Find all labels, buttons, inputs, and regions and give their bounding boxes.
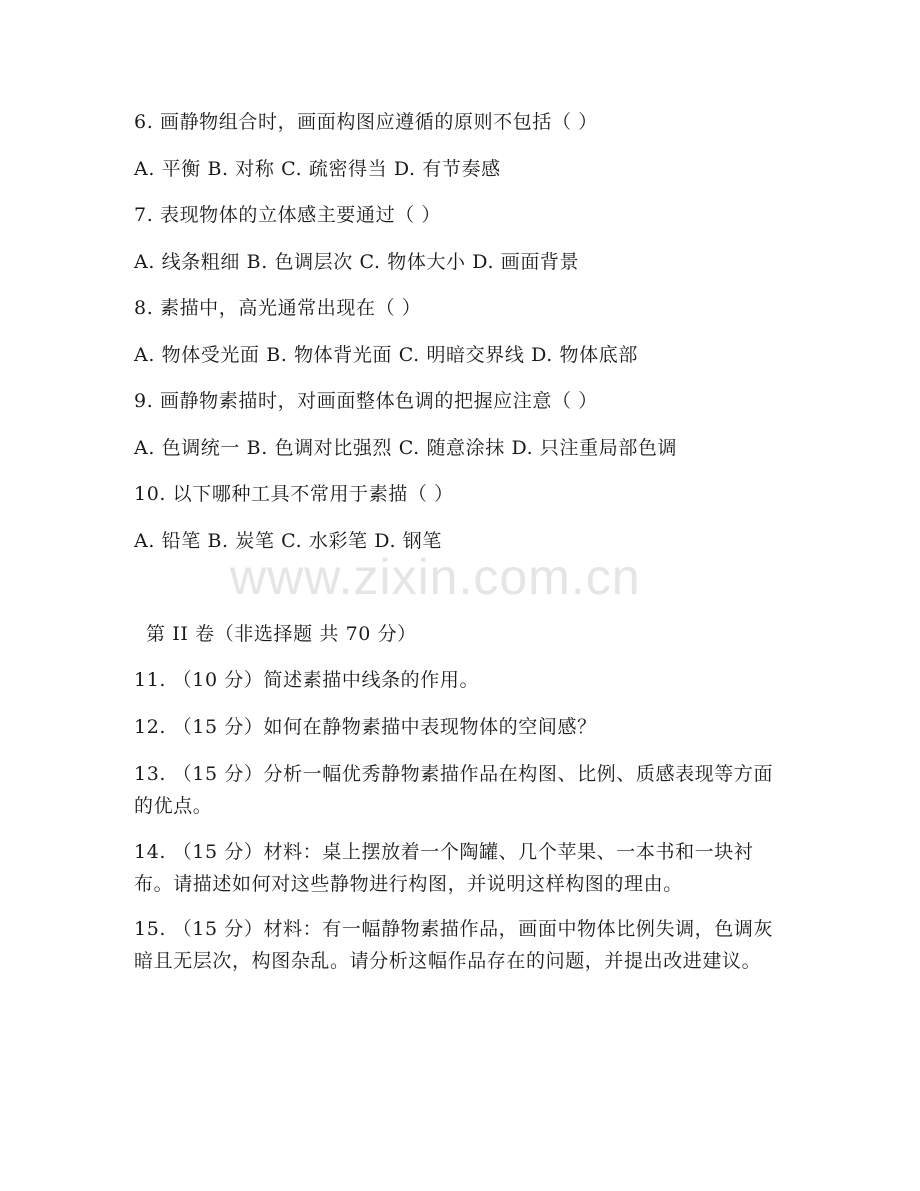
question-6: 6. 画静物组合时，画面构图应遵循的原则不包括（ ） bbox=[134, 111, 598, 133]
question-15: 15. （15 分）材料：有一幅静物素描作品，画面中物体比例失调，色调灰暗且无层次，构图杂乱。请分析这幅作品存在的问题，并提出改进建议。 bbox=[134, 918, 774, 972]
watermark: www.zixin.com.cn bbox=[230, 549, 641, 605]
question-10-options: A. 铅笔 B. 炭笔 C. 水彩笔 D. 钢笔 bbox=[134, 530, 442, 552]
section-title: 第 II 卷（非选择题 共 70 分） bbox=[146, 623, 417, 645]
question-7-options: A. 线条粗细 B. 色调层次 C. 物体大小 D. 画面背景 bbox=[134, 251, 580, 273]
question-8: 8. 素描中，高光通常出现在（ ） bbox=[134, 297, 422, 319]
question-9: 9. 画静物素描时，对画面整体色调的把握应注意（ ） bbox=[134, 390, 598, 412]
question-13: 13. （15 分）分析一幅优秀静物素描作品在构图、比例、质感表现等方面的优点。 bbox=[134, 763, 774, 817]
question-8-options: A. 物体受光面 B. 物体背光面 C. 明暗交界线 D. 物体底部 bbox=[134, 344, 638, 366]
question-6-options: A. 平衡 B. 对称 C. 疏密得当 D. 有节奏感 bbox=[134, 158, 501, 180]
question-7: 7. 表现物体的立体感主要通过（ ） bbox=[134, 204, 442, 226]
question-10: 10. 以下哪种工具不常用于素描（ ） bbox=[134, 483, 454, 505]
question-9-options: A. 色调统一 B. 色调对比强烈 C. 随意涂抹 D. 只注重局部色调 bbox=[134, 437, 678, 459]
question-11: 11. （10 分）简述素描中线条的作用。 bbox=[134, 669, 480, 691]
question-12: 12. （15 分）如何在静物素描中表现物体的空间感？ bbox=[134, 716, 597, 738]
question-14: 14. （15 分）材料：桌上摆放着一个陶罐、几个苹果、一本书和一块衬布。请描述如何对这些静物进行构图，并说明这样构图的理由。 bbox=[134, 841, 754, 895]
